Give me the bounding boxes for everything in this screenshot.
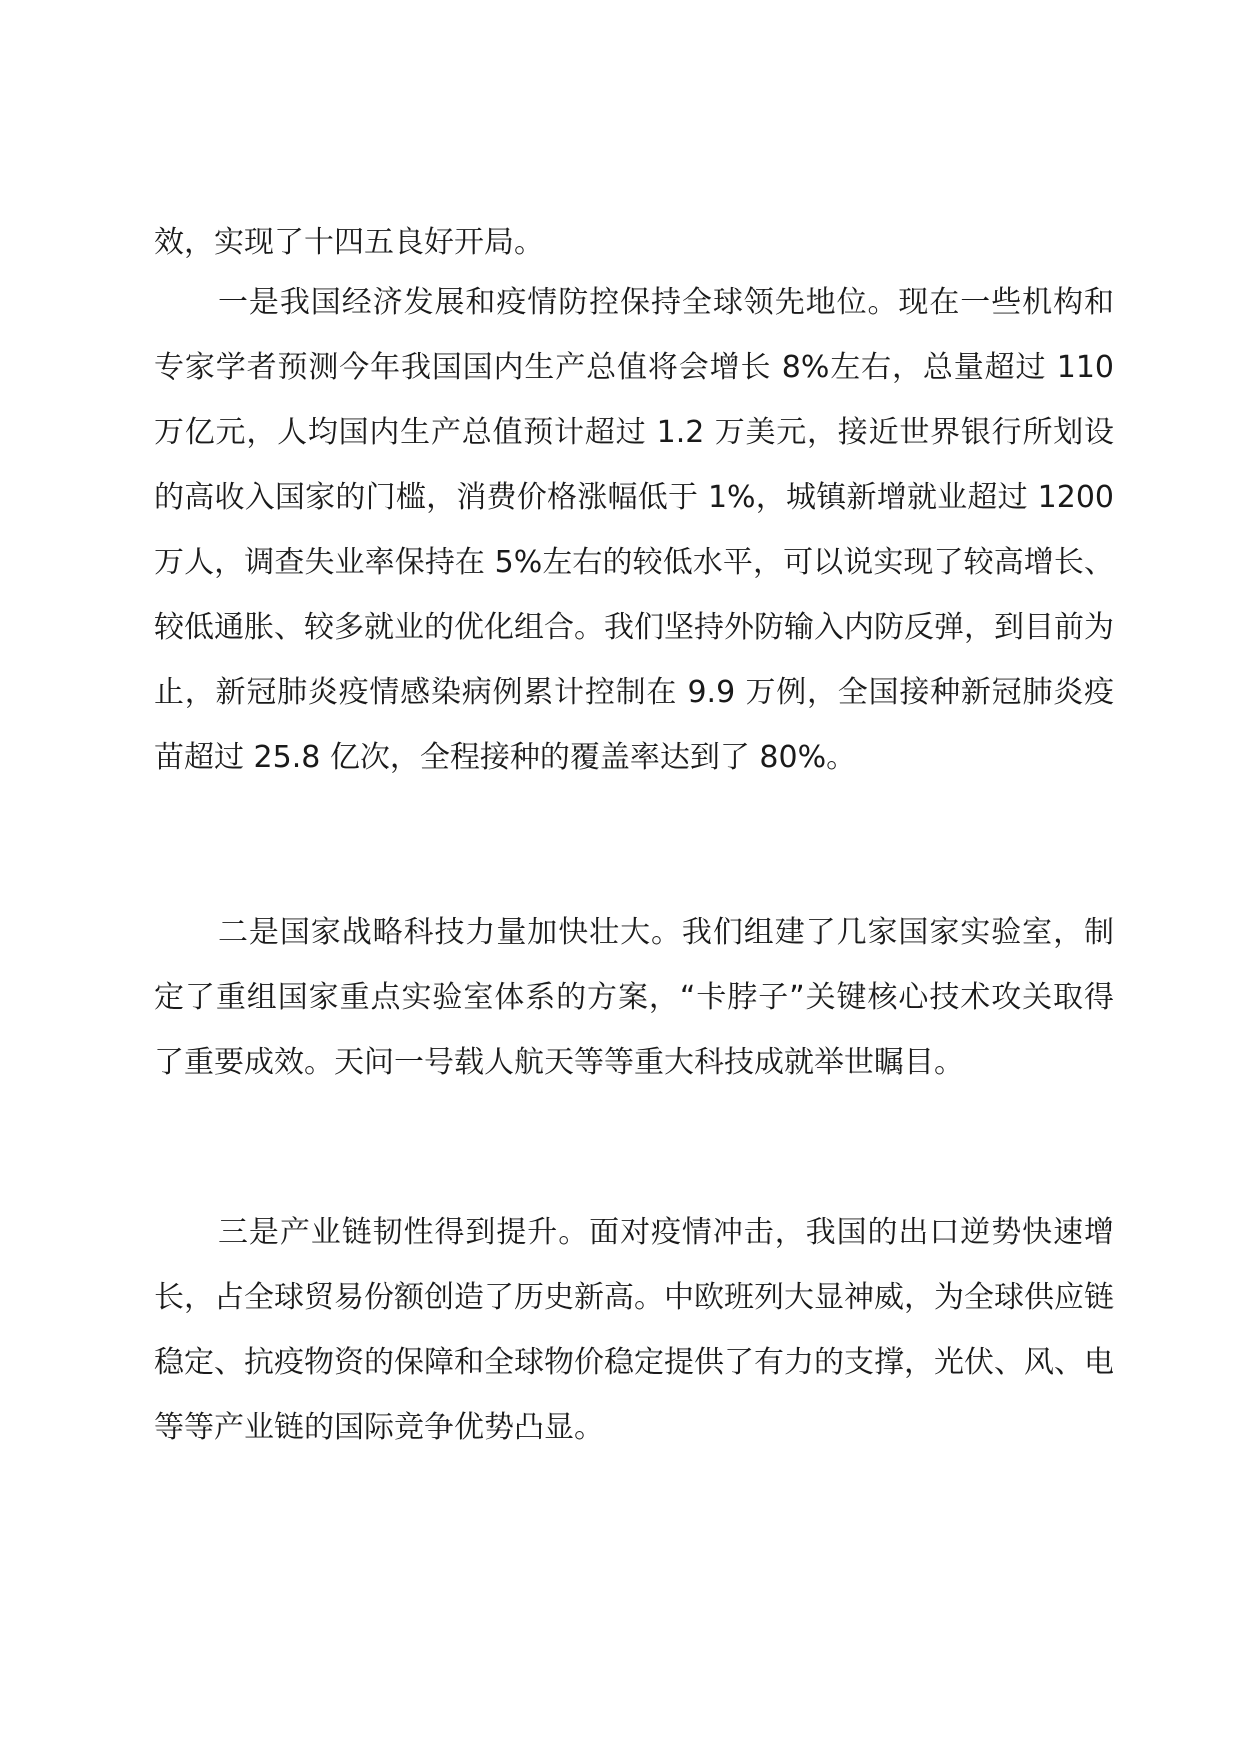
paragraph-continuation: 效，实现了十四五良好开局。	[154, 225, 544, 260]
paragraph-science-technology: 二是国家战略科技力量加快壮大。我们组建了几家国家实验室，制定了重组国家重点实验室体系的方案，“卡脖子”关键核心技术攻关取得了重要成效。天问一号载人航天等等重大科技成就举世瞩目。	[154, 915, 1114, 1080]
paragraph-economy-epidemic: 一是我国经济发展和疫情防控保持全球领先地位。现在一些机构和专家学者预测今年我国国内生产总值将会增长 8%左右，总量超过 110 万亿元，人均国内生产总值预计超过 1.2 万美元，接近世界银行所划设的高收入国家的门槛，消费价格涨幅低于 1%，城镇新增就业超过 1200 万人，调查失业率保持在 5%左右的较低水平，可以说实现了较高增长、较低通胀、较多就业的优化组合。我们坚持外防输入内防反弹，到目前为止，新冠肺炎疫情感染病例累计控制在 9.9 万例，全国接种新冠肺炎疫苗超过 25.8 亿次，全程接种的覆盖率达到了 80%。	[154, 285, 1114, 775]
paragraph-industry-chain: 三是产业链韧性得到提升。面对疫情冲击，我国的出口逆势快速增长，占全球贸易份额创造了历史新高。中欧班列大显神威，为全球供应链稳定、抗疫物资的保障和全球物价稳定提供了有力的支撑，光伏、风、电等等产业链的国际竞争优势凸显。	[154, 1215, 1114, 1445]
